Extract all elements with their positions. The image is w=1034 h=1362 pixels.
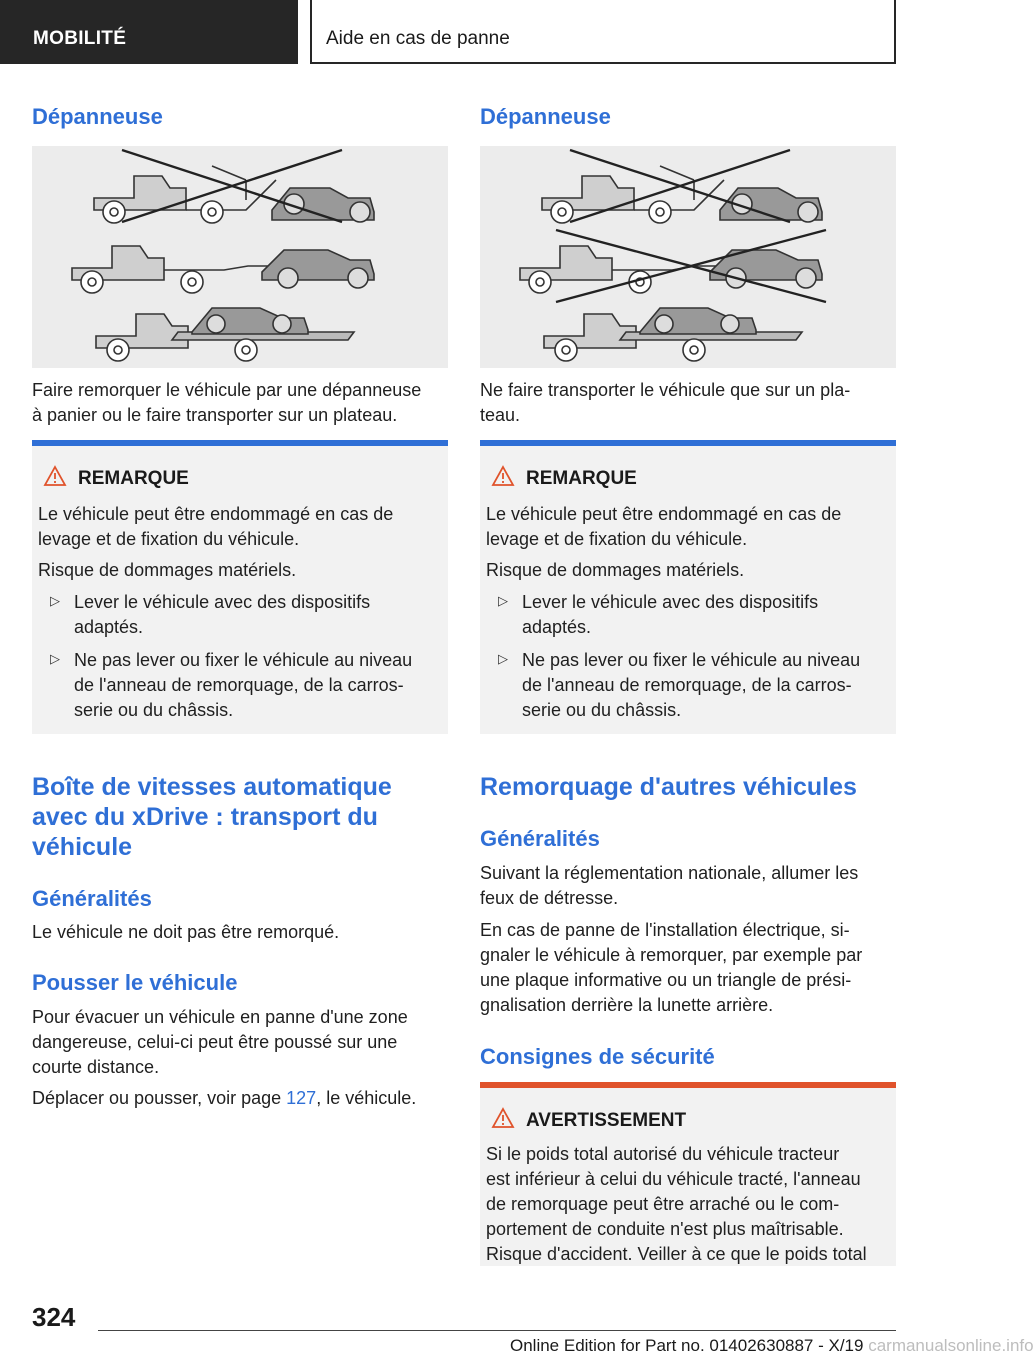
warning-triangle-icon (492, 1108, 514, 1128)
right-warning-text-line1: Si le poids total autorisé du véhicule tracteur (486, 1144, 840, 1164)
right-note-item2-line2: de l'anneau de remorquage, de la carros- (522, 675, 852, 695)
left-caption (32, 378, 448, 428)
right-generalites-heading: Généralités (480, 826, 600, 851)
left-push-heading: Pousser le véhicule (32, 970, 238, 995)
right-caption-line2: teau. (480, 405, 521, 425)
right-note-item1-line1: Lever le véhicule avec des dispositifs (522, 592, 819, 612)
footer-watermark: carmanualsonline.info (868, 1336, 1034, 1355)
right-note-text1 (486, 502, 886, 552)
right-note-item2 (522, 648, 882, 723)
bullet-triangle-icon: ▷ (50, 651, 60, 666)
left-note-item2 (74, 648, 434, 723)
header-section-tab (0, 0, 298, 64)
left-heading-depanneuse: Dépanneuse (32, 104, 163, 129)
left-generalites-heading: Généralités (32, 886, 152, 911)
warning-accent-bar (480, 1082, 896, 1088)
left-note-item2-line1: Ne pas lever ou fixer le véhicule au niveau (74, 650, 413, 670)
right-generalites-text2-line4: gnalisation derrière la lunette arrière. (480, 995, 774, 1015)
bullet-triangle-icon: ▷ (50, 593, 60, 608)
right-section-title: Remorquage d'autres véhicules (480, 773, 857, 801)
right-warning-text-line2: est inférieur à celui du véhicule tracté, l'anneau (486, 1169, 861, 1189)
right-note-item1 (522, 590, 882, 640)
right-generalites-text2 (480, 918, 896, 1018)
left-note-title: REMARQUE (78, 468, 189, 489)
left-note-item2-line2: de l'anneau de remorquage, de la carros- (74, 675, 404, 695)
left-push-text-line2: dangereuse, celui-ci peut être poussé sur une (32, 1032, 398, 1052)
left-note-item1-line1: Lever le véhicule avec des dispositifs (74, 592, 371, 612)
right-note-item2-line1: Ne pas lever ou fixer le véhicule au niveau (522, 650, 861, 670)
warning-triangle-icon (492, 466, 514, 486)
right-remarque-box (480, 440, 896, 734)
header-chapter-label: Aide en cas de panne (326, 28, 510, 49)
left-note-item1-line2: adaptés. (74, 617, 144, 637)
left-generalites-text: Le véhicule ne doit pas être remorqué. (32, 922, 340, 942)
right-note-item2-line3: serie ou du châssis. (522, 700, 682, 720)
left-note-text1 (38, 502, 438, 552)
header-chapter-box (310, 0, 896, 64)
right-note-text2: Risque de dommages matériels. (486, 560, 745, 580)
left-push-text-line1: Pour évacuer un véhicule en panne d'une zone (32, 1007, 408, 1027)
right-generalites-text2-line2: gnaler le véhicule à remorquer, par exemple par (480, 945, 863, 965)
right-avertissement-box (480, 1082, 896, 1266)
left-note-item1 (74, 590, 434, 640)
footer-edition (510, 1336, 1034, 1356)
left-section-title (32, 772, 448, 862)
left-section-title-line1: Boîte de vitesses automatique (32, 773, 392, 801)
left-push-text-line3: courte distance. (32, 1057, 160, 1077)
tow-truck-diagram-icon (480, 146, 896, 368)
left-note-item2-line3: serie ou du châssis. (74, 700, 234, 720)
bullet-triangle-icon: ▷ (498, 651, 508, 666)
left-push-text (32, 1005, 448, 1080)
note-accent-bar (480, 440, 896, 446)
page-number: 324 (32, 1302, 76, 1332)
right-generalites-text2-line3: une plaque informative ou un triangle de prési- (480, 970, 852, 990)
right-safety-heading: Consignes de sécurité (480, 1044, 715, 1069)
left-note-text1-line1: Le véhicule peut être endommagé en cas de (38, 504, 394, 524)
right-generalites-text2-line1: En cas de panne de l'installation électrique, si- (480, 920, 850, 940)
tow-truck-diagram-icon (32, 146, 448, 368)
right-caption (480, 378, 896, 428)
left-move-prefix: Déplacer ou pousser, voir page (32, 1088, 287, 1108)
right-generalites-text1-line2: feux de détresse. (480, 888, 619, 908)
warning-triangle-icon (44, 466, 66, 486)
footer-edition-text: Online Edition for Part no. 01402630887 - X/19 (510, 1336, 864, 1355)
left-move-suffix: , le véhicule. (316, 1088, 417, 1108)
left-section-title-line2: avec du xDrive : transport du (32, 803, 378, 831)
note-accent-bar (32, 440, 448, 446)
left-note-text2: Risque de dommages matériels. (38, 560, 297, 580)
footer-divider (98, 1330, 896, 1331)
left-section-title-line3: véhicule (32, 833, 133, 861)
tow-truck-illustration-left (32, 146, 448, 368)
right-warning-text-line4: portement de conduite n'est plus maîtrisable. (486, 1219, 844, 1239)
right-caption-line1: Ne faire transporter le véhicule que sur un pla- (480, 380, 851, 400)
right-note-text1-line1: Le véhicule peut être endommagé en cas de (486, 504, 842, 524)
bullet-triangle-icon: ▷ (498, 593, 508, 608)
right-note-text1-line2: levage et de fixation du véhicule. (486, 529, 748, 549)
right-generalites-text1-line1: Suivant la réglementation nationale, allumer les (480, 863, 859, 883)
left-caption-line2: à panier ou le faire transporter sur un plateau. (32, 405, 398, 425)
right-warning-text (486, 1142, 886, 1267)
left-remarque-box (32, 440, 448, 734)
left-caption-line1: Faire remorquer le véhicule par une dépanneuse (32, 380, 422, 400)
right-generalites-text1 (480, 861, 896, 911)
page-127-link[interactable]: 127 (286, 1088, 317, 1108)
right-warning-title: AVERTISSEMENT (526, 1110, 687, 1131)
right-note-title: REMARQUE (526, 468, 637, 489)
right-warning-text-line3: de remorquage peut être arraché ou le com- (486, 1194, 840, 1214)
tow-truck-illustration-right (480, 146, 896, 368)
left-note-text1-line2: levage et de fixation du véhicule. (38, 529, 300, 549)
left-move-text (32, 1086, 448, 1111)
right-heading-depanneuse: Dépanneuse (480, 104, 611, 129)
header-section-label: MOBILITÉ (33, 28, 127, 49)
right-note-item1-line2: adaptés. (522, 617, 592, 637)
right-warning-text-line5: Risque d'accident. Veiller à ce que le poids total (486, 1244, 867, 1264)
